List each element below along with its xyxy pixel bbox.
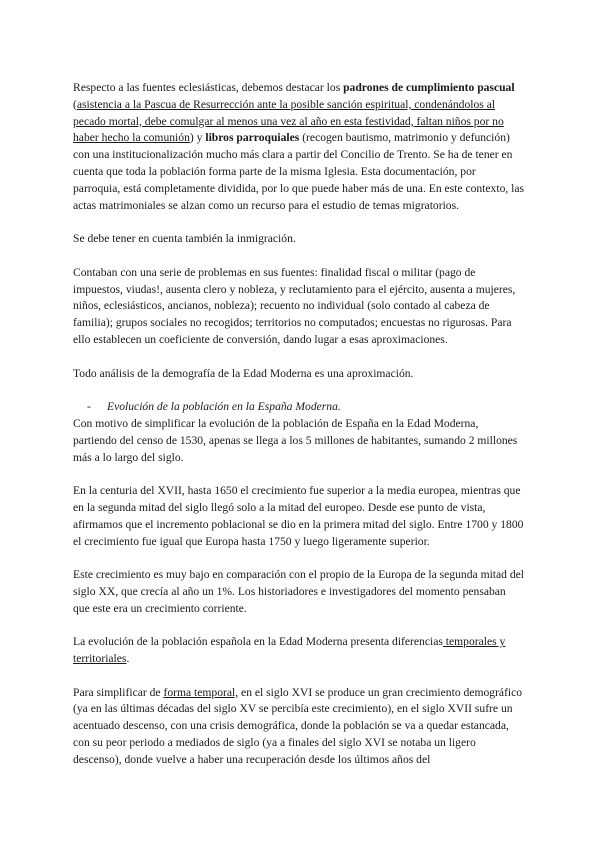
- paragraph-inmigracion: Se debe tener en cuenta también la inmigración.: [73, 232, 296, 246]
- bold-libros-parroquiales: libros parroquiales: [205, 131, 300, 145]
- list-dash: -: [87, 400, 91, 414]
- section-heading: [73, 399, 525, 416]
- underlined-forma-temporal: forma temporal,: [163, 685, 239, 699]
- paragraph-fuentes-eclesiasticas: Respecto a las fuentes eclesiásticas, debemos destacar los padrones de cumplimiento pascual (asistencia a la Pascua de Resurrección ante la posible sanción espiritual, condenándolos al pecado mortal, debe comulgar al menos una vez al año en esta festividad, faltan niños por no haber hecho la comunión) y libros parroquiales (recogen bautismo, matrimonio y defunción) con una institucionalización mucho más clara a partir del Concilio de Trento. Se ha de tener en cuenta que toda la población forma parte de la misma Iglesia. Esta documentación, por parroquia, está completamente dividida, por lo que puede haber más de una. En este contexto, las actas matrimoniales se alzan como un recurso para el estudio de temas migratorios.: [73, 81, 525, 212]
- paragraph-problemas-fuentes: Contaban con una serie de problemas en sus fuentes: finalidad fiscal o militar (pago de impuestos, viudas!, ausenta clero y nobleza, y reclutamiento para el ejército, ausenta a mujeres, niños, eclesiásticos, ancianos, nobleza); recuento no individual (solo contado al cabeza de familia); grupos sociales no recogidos; territorios no computados; encuestas no rigurosas. Para ello establecen un coeficiente de conversión, dando lugar a esas aproximaciones.: [73, 265, 516, 346]
- paragraph-crecimiento-bajo: Este crecimiento es muy bajo en comparación con el propio de la Europa de la segunda mitad del siglo XX, que crecía al año un 1%. Los historiadores e investigadores del momento pensaban que este era un crecimiento corriente.: [73, 568, 525, 615]
- paragraph-siglo-xvii: En la centuria del XVII, hasta 1650 el crecimiento fue superior a la media europea, mientras que en la segunda mitad del siglo llegó solo a la mitad del europeo. Desde ese punto de vista, afirmamos que el incremento poblacional se dio en la primera mitad del siglo. Entre 1700 y 1800 el crecimiento fue igual que Europa hasta 1750 y luego ligeramente superior.: [73, 484, 524, 548]
- paragraph-aproximacion: Todo análisis de la demografía de la Edad Moderna es una aproximación.: [73, 366, 414, 380]
- section-heading-text: Evolución de la población en la España Moderna.: [107, 400, 341, 414]
- underlined-pascua-note: asistencia a la Pascua de Resurrección ante la posible sanción espiritual, condenándolos al pecado mortal, debe comulgar al menos una vez al año en esta festividad, faltan niños por no haber hecho la comunión: [73, 97, 504, 145]
- paragraph-diferencias: La evolución de la población española en la Edad Moderna presenta diferencias temporales y territoriales.: [73, 635, 506, 666]
- bold-padrones: padrones de cumplimiento pascual: [343, 81, 515, 94]
- paragraph-censo-1530: Con motivo de simplificar la evolución de la población de España en la Edad Moderna, partiendo del censo de 1530, apenas se llega a los 5 millones de habitantes, sumando 2 millones más a lo largo del siglo.: [73, 416, 518, 464]
- document-page: [73, 80, 525, 785]
- underlined-temporales: temporales y territoriales: [73, 635, 506, 666]
- paragraph-forma-temporal: Para simplificar de forma temporal, en el siglo XVI se produce un gran crecimiento demográfico (ya en las últimas décadas del siglo XV se percibía este crecimiento), en el siglo XVII sufre un acentuado descenso, con una crisis demográfica, donde la población se va a quedar estancada, con su peor periodo a mediados de siglo (ya a finales del siglo XVI se notaba un ligero descenso), donde vuelve a haber una recuperación desde los últimos años del: [73, 685, 523, 766]
